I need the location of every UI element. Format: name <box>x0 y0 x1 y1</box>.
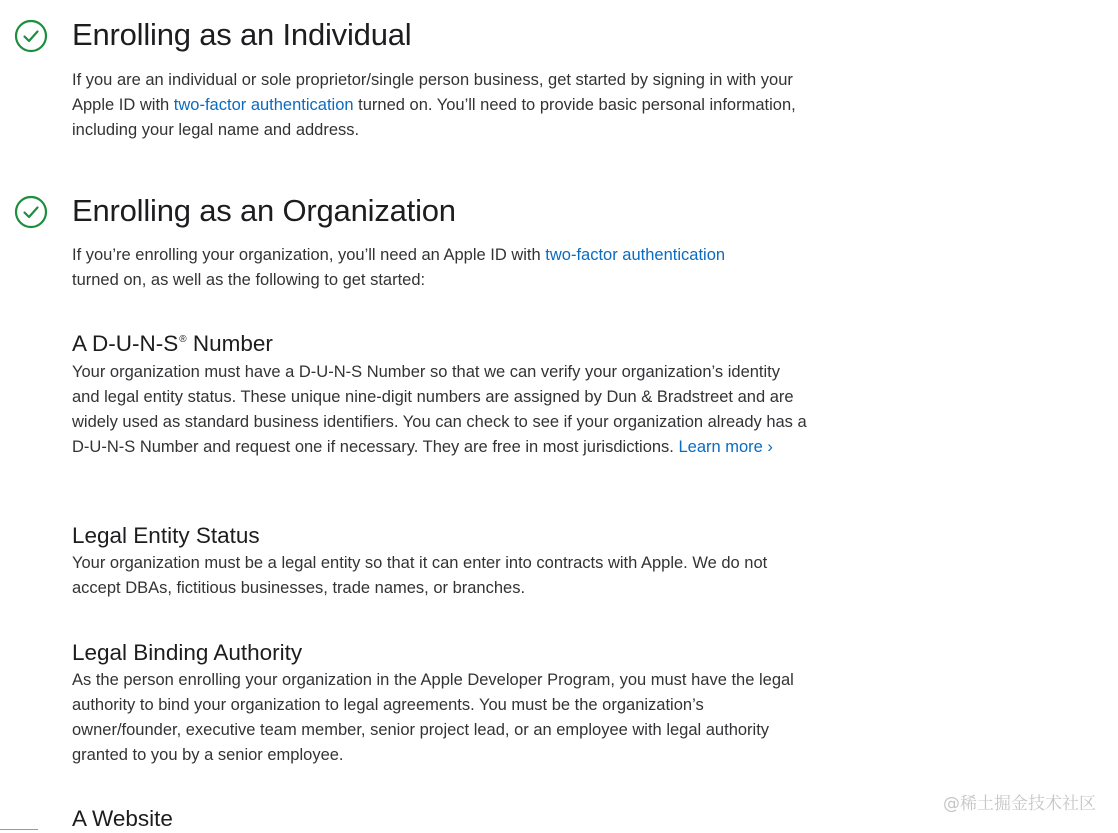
legal-entity-heading: Legal Entity Status <box>72 523 260 548</box>
checkmark-circle-icon <box>14 19 48 53</box>
duns-paragraph <box>72 360 812 460</box>
duns-text: Your organization must have a D-U-N-S Number so that we can verify your organization’s identity and legal entity status. These unique nine-digit numbers are assigned by Dun & Bradstreet and are widely used as standard business identifiers. You can check to see if your organization already has a D-U-N-S Number and request one if necessary. They are free in most jurisdictions. <box>72 363 807 456</box>
website-heading: A Website <box>72 806 173 831</box>
organization-paragraph <box>72 243 772 293</box>
checkmark-circle-icon <box>14 195 48 229</box>
watermark: @稀土掘金技术社区 <box>943 794 1096 814</box>
duns-title: A D-U-N-S <box>72 331 179 356</box>
individual-text-start: If you are an individual or sole proprietor/single person business, get started by signing in with your Apple ID with <box>72 71 793 114</box>
duns-heading <box>72 331 273 357</box>
organization-text-end: turned on, as well as the following to get started: <box>72 271 426 289</box>
organization-heading: Enrolling as an Organization <box>72 193 456 228</box>
individual-heading: Enrolling as an Individual <box>72 17 412 52</box>
legal-authority-heading: Legal Binding Authority <box>72 640 303 665</box>
legal-authority-paragraph: As the person enrolling your organization in the Apple Developer Program, you must have the legal authority to bind your organization to legal agreements. You must be the organization’s owner/founder, executive team member, senior project lead, or an employee with legal authority granted to you by a senior employee. <box>72 671 794 764</box>
organization-text-start: If you’re enrolling your organization, you’ll need an Apple ID with <box>72 246 546 264</box>
divider <box>0 829 38 830</box>
legal-entity-paragraph: Your organization must be a legal entity so that it can enter into contracts with Apple. We do not accept DBAs, fictitious businesses, trade names, or branches. <box>72 554 768 597</box>
individual-paragraph <box>72 68 802 143</box>
two-factor-link-individual[interactable]: two-factor authentication <box>173 96 354 114</box>
two-factor-link-organization[interactable]: two-factor authentication <box>545 246 726 264</box>
individual-text-end: turned on. You’ll need to provide basic personal information, including your legal name and address. <box>72 96 796 139</box>
registered-mark: ® <box>179 334 187 345</box>
learn-more-link[interactable]: Learn more › <box>678 438 773 456</box>
duns-title-suffix: Number <box>186 331 273 356</box>
